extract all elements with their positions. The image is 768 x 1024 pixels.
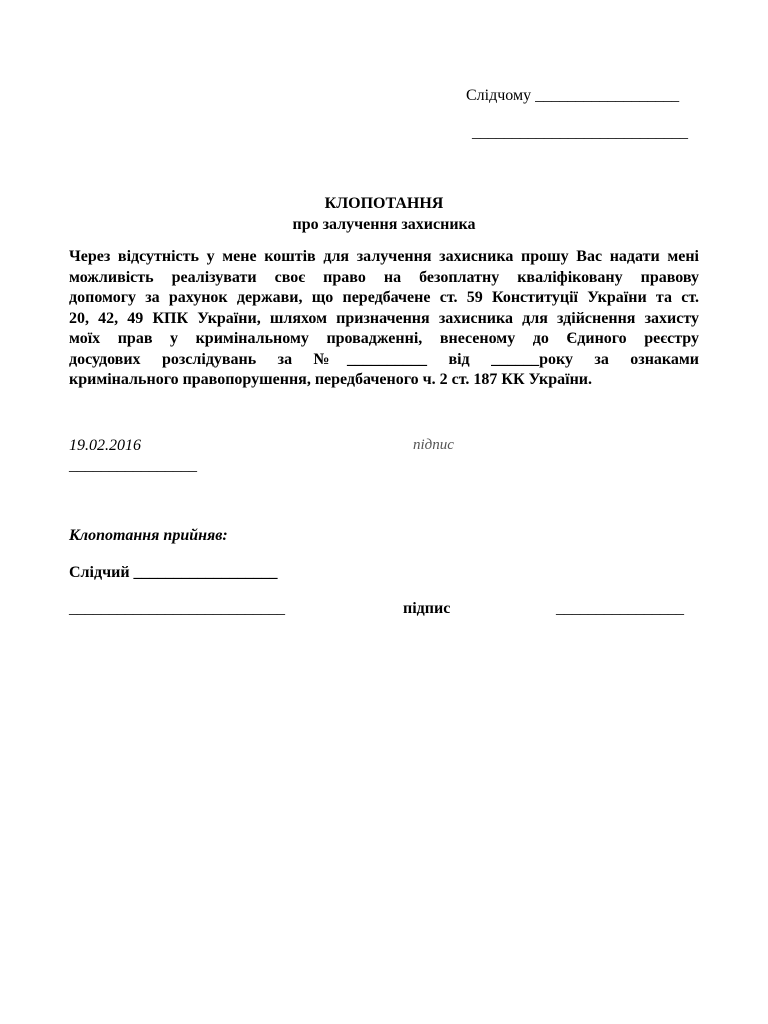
body-line: можливість реалізувати своє право на безоплатну кваліфіковану правову: [69, 268, 699, 286]
body-line: досудових розслідувань за №__________ від ______року за ознаками: [69, 350, 699, 368]
document-title: КЛОПОТАННЯ: [324, 195, 444, 212]
addressee-investigator: Слідчому __________________: [466, 87, 680, 104]
body-line: допомогу за рахунок держави, що передбачене ст. 59 Конституції України та ст.: [69, 289, 699, 306]
addressee-blank-line: ___________________________: [472, 124, 688, 141]
signature-underline: ________________: [69, 457, 197, 474]
petition-date: 19.02.2016: [69, 437, 141, 454]
petition-body: [69, 247, 699, 391]
body-line: кримінального правопорушення, передбаченого ч. 2 ст. 187 КК України.: [69, 371, 593, 388]
signature-label: підпис: [413, 437, 454, 453]
investigator-signature-label: підпис: [403, 600, 451, 617]
body-line: 20, 42, 49 КПК України, шляхом призначення захисника для здійснення захисту: [69, 309, 699, 327]
investigator-line: Слідчий __________________: [69, 564, 278, 581]
investigator-signature-line: ________________: [556, 600, 684, 617]
body-line: моїх прав у кримінальному провадженні, внесеному до Єдиного реєстру: [69, 330, 699, 347]
investigator-name-line: ___________________________: [69, 600, 285, 617]
acceptance-heading: Клопотання прийняв:: [69, 527, 228, 544]
body-line: Через відсутність у мене коштів для залучення захисника прошу Вас надати мені: [69, 248, 699, 265]
document-subtitle: про залучення захисника: [292, 216, 476, 233]
